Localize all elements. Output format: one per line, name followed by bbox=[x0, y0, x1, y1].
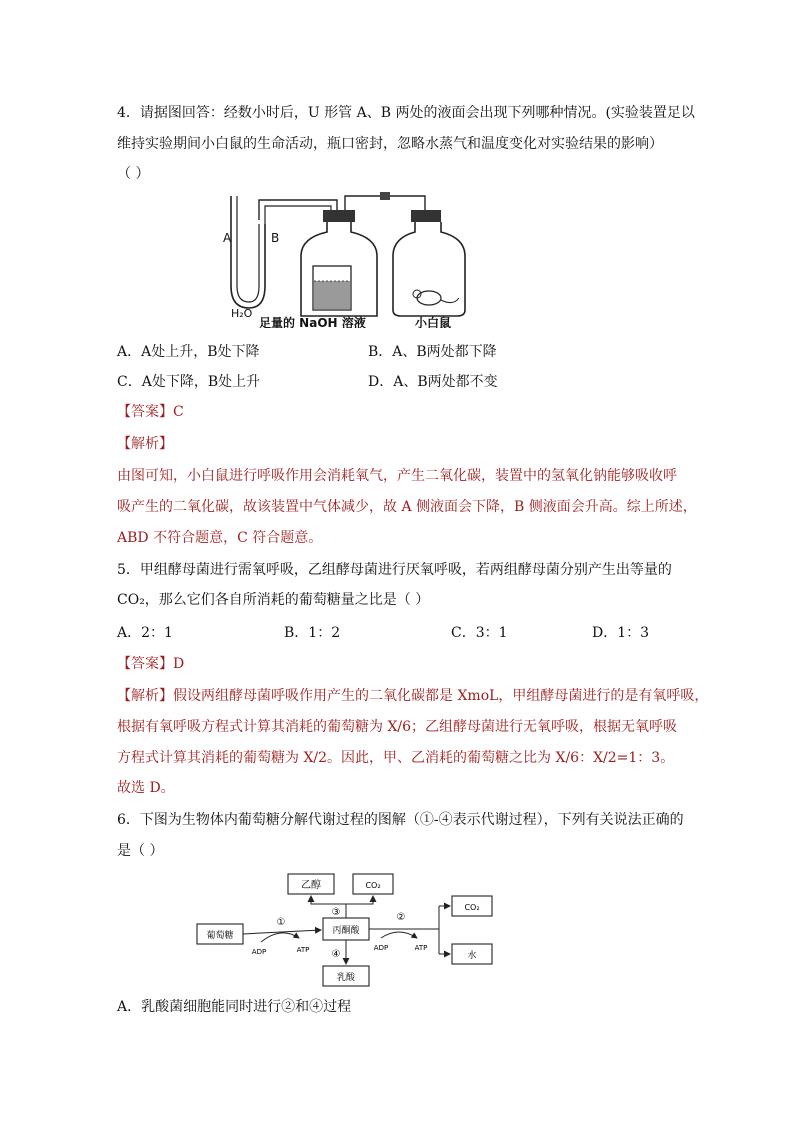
label-a: A bbox=[223, 231, 232, 245]
q5-analysis-line4: 故选 D。 bbox=[117, 780, 175, 796]
q5-option-b: B．1：2 bbox=[284, 625, 341, 641]
label-naoh: 足量的 NaOH 溶液 bbox=[259, 316, 366, 328]
co2-right-label: CO₂ bbox=[464, 903, 480, 912]
label-h2o: H₂O bbox=[231, 307, 253, 320]
pyruvate-label: 丙酮酸 bbox=[332, 926, 360, 936]
q4-answer: 【答案】C bbox=[117, 404, 184, 420]
q4-analysis-line2: 吸产生的二氧化碳，故该装置中气体减少，故 A 侧液面会下降，B 侧液面会升高。综上所述， bbox=[117, 499, 697, 515]
q5-stem-line1: 5．甲组酵母菌进行需氧呼吸，乙组酵母菌进行厌氧呼吸，若两组酵母菌分别产生出等量的 bbox=[117, 562, 672, 578]
q5-analysis-line1: 【解析】假设两组酵母菌呼吸作用产生的二氧化碳都是 XmoL，甲组酵母菌进行的是有氧呼吸， bbox=[117, 688, 709, 704]
co2-top-label: CO₂ bbox=[365, 881, 381, 890]
q4-option-c: C．A处下降，B处上升 bbox=[117, 374, 261, 390]
water-label: 水 bbox=[467, 951, 477, 961]
glucose-label: 葡萄糖 bbox=[206, 931, 234, 941]
q5-stem-line2: CO₂，那么它们各自所消耗的葡萄糖量之比是（ ） bbox=[117, 592, 430, 608]
q4-option-b: B．A、B两处都下降 bbox=[368, 344, 497, 360]
process-2-label: ② bbox=[396, 912, 406, 923]
q5-answer: 【答案】D bbox=[117, 656, 185, 672]
q5-option-c: C．3：1 bbox=[451, 625, 508, 641]
q4-apparatus-figure bbox=[215, 186, 485, 328]
adp-2-label: ADP bbox=[373, 944, 389, 952]
process-3-label: ③ bbox=[331, 907, 341, 918]
q5-analysis-line2: 根据有氧呼吸方程式计算其消耗的葡萄糖为 X/6；乙组酵母菌进行无氧呼吸，根据无氧呼吸 bbox=[117, 719, 678, 735]
q4-paren: （ ） bbox=[117, 166, 150, 182]
atp-1-label: ATP bbox=[296, 946, 310, 954]
q4-stem-line1: 4．请据图回答：经数小时后，U 形管 A、B 两处的液面会出现下列哪种情况。(实验装置足以 bbox=[117, 105, 695, 121]
q4-analysis-line3: ABD 不符合题意，C 符合题意。 bbox=[117, 530, 323, 546]
q4-option-a: A．A处上升，B处下降 bbox=[117, 344, 260, 360]
q6-stem-line2: 是（ ） bbox=[117, 843, 164, 859]
q6-option-a: A．乳酸菌细胞能同时进行②和④过程 bbox=[117, 999, 352, 1015]
q5-option-d: D．1：3 bbox=[592, 625, 650, 641]
q4-analysis-line1: 由图可知，小白鼠进行呼吸作用会消耗氧气，产生二氧化碳，装置中的氢氧化钠能够吸收呼 bbox=[117, 468, 677, 484]
q5-analysis-line3: 方程式计算其消耗的葡萄糖为 X/2。因此，甲、乙消耗的葡萄糖之比为 X/6：X/2=1：3。 bbox=[117, 750, 675, 766]
q5-option-a: A．2：1 bbox=[117, 625, 173, 641]
q4-analysis-title: 【解析】 bbox=[117, 436, 173, 452]
atp-2-label: ATP bbox=[414, 944, 428, 952]
q4-option-d: D．A、B两处都不变 bbox=[368, 374, 498, 390]
label-mouse: 小白鼠 bbox=[415, 316, 452, 328]
q6-stem-line1: 6．下图为生物体内葡萄糖分解代谢过程的图解（①-④表示代谢过程），下列有关说法正确的 bbox=[117, 812, 684, 828]
q4-stem-line2: 维持实验期间小白鼠的生命活动，瓶口密封，忽略水蒸气和温度变化对实验结果的影响） bbox=[117, 136, 663, 152]
ethanol-label: 乙醇 bbox=[301, 880, 321, 891]
adp-1-label: ADP bbox=[251, 948, 267, 956]
label-b: B bbox=[271, 231, 280, 245]
process-4-label: ④ bbox=[331, 949, 341, 960]
lactic-label: 乳酸 bbox=[336, 973, 356, 983]
process-1-label: ① bbox=[276, 917, 286, 928]
q6-metabolism-diagram bbox=[195, 868, 505, 990]
